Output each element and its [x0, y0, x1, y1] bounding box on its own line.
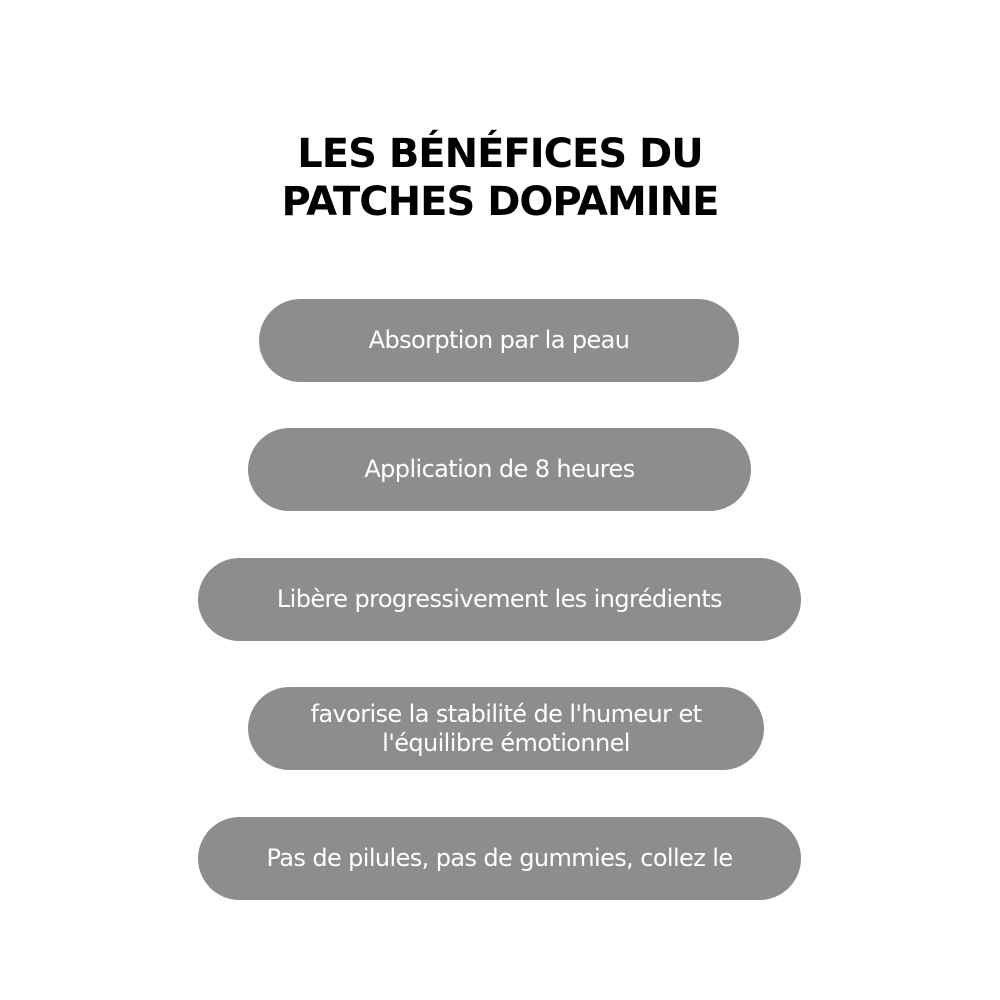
benefit-label — [277, 585, 722, 614]
benefit-label-line-1: favorise la stabilité de l'humeur et — [310, 699, 702, 728]
title-line-2: PATCHES DOPAMINE — [281, 179, 719, 225]
benefit-pill-no-pills — [198, 817, 801, 900]
benefit-pill-application — [248, 428, 751, 511]
benefit-pill-mood — [248, 687, 764, 770]
benefit-label — [311, 700, 702, 758]
benefit-label — [364, 455, 634, 484]
benefit-label-line-2: l'équilibre émotionnel — [382, 728, 630, 757]
page-title — [0, 130, 1000, 226]
benefit-label-line: Application de 8 heures — [364, 455, 635, 483]
title-line-1: LES BÉNÉFICES DU — [297, 131, 703, 177]
benefit-label — [267, 844, 733, 873]
benefit-label — [369, 326, 630, 355]
benefit-label-line: Libère progressivement les ingrédients — [276, 585, 723, 613]
benefit-label-line: Absorption par la peau — [368, 326, 630, 354]
benefit-pill-release — [198, 558, 801, 641]
benefit-pill-absorption — [259, 299, 739, 382]
benefit-label-line: Pas de pilules, pas de gummies, collez le — [266, 844, 733, 872]
